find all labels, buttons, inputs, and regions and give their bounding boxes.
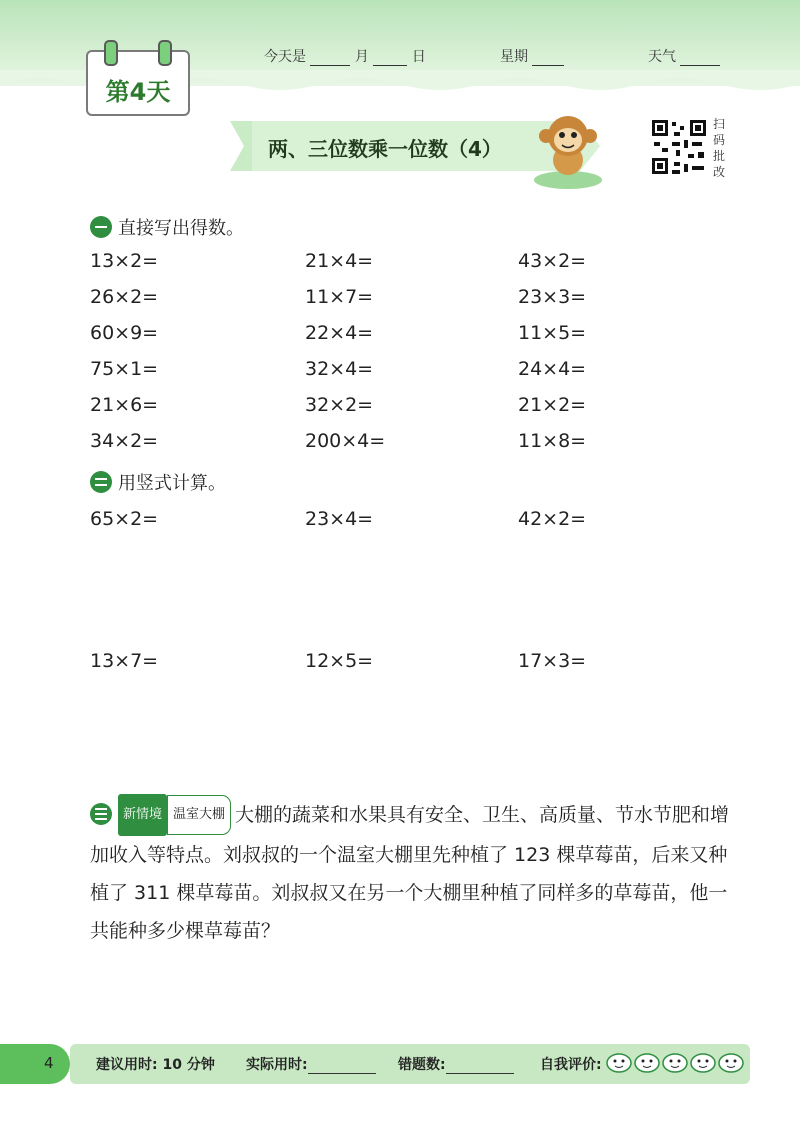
problem: 13×7= <box>90 650 159 672</box>
problem: 11×8= <box>518 430 587 452</box>
problem: 23×3= <box>518 286 587 308</box>
section-1-icon <box>90 216 112 238</box>
weekday-label: 星期 <box>500 49 528 65</box>
problem: 23×4= <box>305 508 374 530</box>
self-eval-label: 自我评价: <box>540 1057 602 1073</box>
smiley-face-icon[interactable] <box>718 1049 744 1073</box>
month-label: 月 <box>354 49 369 65</box>
page-number-tab <box>0 1044 70 1084</box>
qr-code-icon[interactable] <box>650 118 708 176</box>
problem: 21×6= <box>90 394 159 416</box>
problem: 13×2= <box>90 250 159 272</box>
errors-blank[interactable] <box>446 1059 514 1074</box>
section-1-title: 直接写出得数。 <box>118 218 244 239</box>
errors-field <box>398 1054 514 1074</box>
smiley-face-icon[interactable] <box>634 1049 660 1073</box>
problem: 75×1= <box>90 358 159 380</box>
problem: 26×2= <box>90 286 159 308</box>
date-label: 今天是 <box>264 49 306 65</box>
scenario-topic-tag: 温室大棚 <box>167 795 231 835</box>
calendar-ring-icon <box>104 40 118 66</box>
new-scenario-tag: 新情境 <box>118 794 167 836</box>
errors-label: 错题数: <box>398 1057 446 1073</box>
monkey-mascot-icon <box>528 108 606 190</box>
problem: 60×9= <box>90 322 159 344</box>
section-3-word-problem <box>90 794 730 950</box>
problem: 200×4= <box>305 430 386 452</box>
problem: 24×4= <box>518 358 587 380</box>
problem: 32×2= <box>305 394 374 416</box>
month-blank[interactable] <box>310 51 350 66</box>
smiley-face-icon[interactable] <box>690 1049 716 1073</box>
day-label: 第4天 <box>105 78 171 106</box>
section-1-heading <box>90 214 244 240</box>
day-blank[interactable] <box>373 51 407 66</box>
day-label-text: 日 <box>411 49 426 65</box>
section-2-title: 用竖式计算。 <box>118 473 226 494</box>
weekday-blank[interactable] <box>532 51 564 66</box>
actual-time-label: 实际用时: <box>246 1057 308 1073</box>
page-title: 两、三位数乘一位数（4） <box>268 137 502 161</box>
problem: 43×2= <box>518 250 587 272</box>
actual-time-blank[interactable] <box>308 1059 376 1074</box>
section-2-heading <box>90 469 226 495</box>
problem: 11×7= <box>305 286 374 308</box>
day-badge <box>86 50 190 116</box>
smiley-face-icon[interactable] <box>606 1049 632 1073</box>
suggested-time: 建议用时: 10 分钟 <box>96 1057 215 1073</box>
problem: 21×2= <box>518 394 587 416</box>
page-number: 4 <box>44 1054 54 1072</box>
weather-label: 天气 <box>648 49 676 65</box>
section-2-icon <box>90 471 112 493</box>
story-text: 大棚的蔬菜和水果具有安全、卫生、高质量、节水节肥和增加收入等特点。刘叔叔的一个温室大棚里先种植了 123 棵草莓苗，后来又种植了 311 棵草莓苗。刘叔叔又在另一个大棚里种植了同样多的草莓苗，他一共能种多少棵草莓苗？ <box>90 804 730 942</box>
weather-blank[interactable] <box>680 51 720 66</box>
problem: 22×4= <box>305 322 374 344</box>
problem: 65×2= <box>90 508 159 530</box>
smiley-face-icon[interactable] <box>662 1049 688 1073</box>
problem: 21×4= <box>305 250 374 272</box>
calendar-ring-icon <box>158 40 172 66</box>
problem: 17×3= <box>518 650 587 672</box>
problem: 11×5= <box>518 322 587 344</box>
qr-label: 扫码批改 <box>713 117 726 179</box>
section-3-icon <box>90 803 112 825</box>
actual-time-field <box>246 1054 376 1074</box>
date-field <box>264 46 426 66</box>
problem: 42×2= <box>518 508 587 530</box>
problem: 34×2= <box>90 430 159 452</box>
problem: 12×5= <box>305 650 374 672</box>
problem: 32×4= <box>305 358 374 380</box>
weather-field <box>648 46 720 66</box>
weekday-field <box>500 46 564 66</box>
